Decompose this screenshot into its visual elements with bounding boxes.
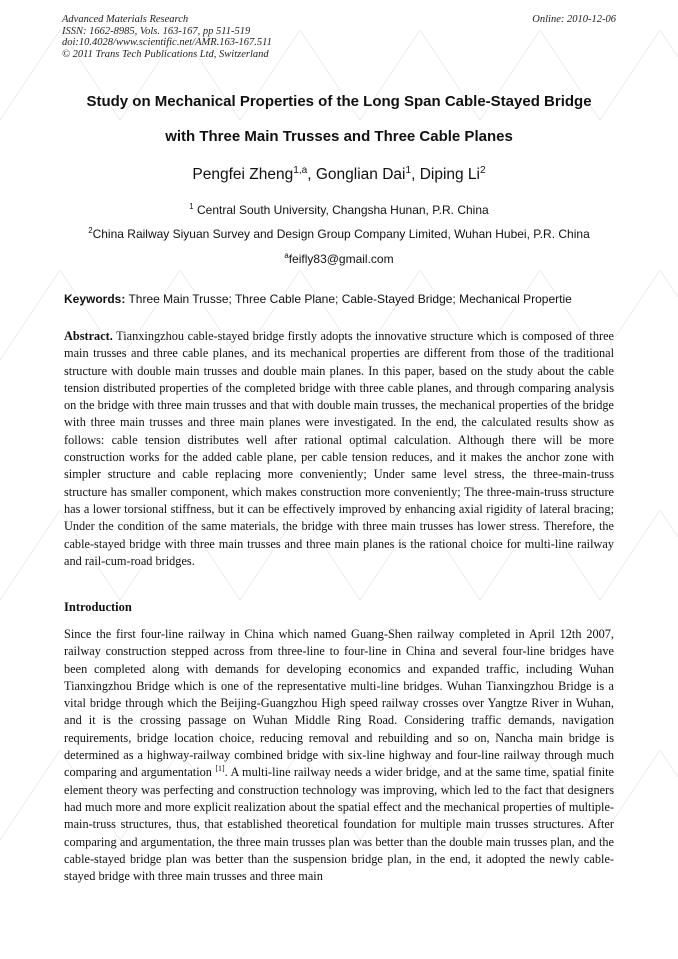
paper-title-line-1: Study on Mechanical Properties of the Long Span Cable-Stayed Bridge (86, 93, 592, 110)
author-separator: , (307, 166, 316, 183)
issn-line: ISSN: 1662-8985, Vols. 163-167, pp 511-519 (62, 25, 251, 37)
email-text: feifly83@gmail.com (288, 252, 394, 266)
section-heading-introduction: Introduction (64, 600, 132, 614)
author-name: Diping Li (419, 166, 480, 183)
paper-title-line-2: with Three Main Trusses and Three Cable Planes (165, 128, 513, 145)
abstract-label: Abstract. (64, 329, 113, 343)
affiliation-2 (0, 227, 678, 241)
affiliation-1 (0, 203, 678, 217)
keywords-text: Three Main Trusse; Three Cable Plane; Cable-Stayed Bridge; Mechanical Propertie (125, 292, 572, 306)
introduction-body (64, 626, 614, 885)
introduction-text: Since the first four-line railway in China which named Guang-Shen railway completed in April 12th 2007, railway construction stepped across from three-line to four-line in China and several four-line bridges have been completed along with demands for developing economics and expanded traffic, including Wuhan Tianxingzhou Bridge which is one of the representative multi-line bridges. Wuhan Tianxingzhou Bridge is a vital bridge through which the Beijing-Guangzhou High speed railway crosses over Yangtze River in Wuhan, and it is the crossing passage on Wuhan Middle Ring Road. Considering traffic demands, navigation requirements, bridge location choice, reducing removal and rebuilding and so on, Nancha main bridge is determined as a highway-railway combined bridge with six-line highway and four-line railway through much comparing and argumentation (64, 627, 614, 780)
journal-header (62, 14, 616, 60)
copyright-line: © 2011 Trans Tech Publications Ltd, Switzerland (62, 48, 269, 60)
online-date: Online: 2010-12-06 (532, 14, 616, 25)
journal-name: Advanced Materials Research (62, 14, 189, 25)
keywords-label: Keywords: (64, 292, 126, 306)
introduction-text-continued: . A multi-line railway needs a wider bridge, and at the same time, spatial finite element theory was perfecting and construction technology was improving, which led to the fact that designers had much more and more explicit realization about the spatial effect and the mechanical properties of multiple-main-truss structures, thus, that established theoretical foundation for multiple main trusses structures. After comparing and argumentation, the three main trusses plan was better than the double main trusses plan, and the cable-stayed bridge plan was better than the suspension bridge plan, in the end, it adopted the newly cable-stayed bridge with three main trusses and three main (64, 765, 614, 884)
doi-line: doi:10.4028/www.scientific.net/AMR.163-167.511 (62, 37, 272, 48)
affiliation-text: China Railway Siyuan Survey and Design Group Company Limited, Wuhan Hubei, P.R. China (92, 227, 590, 241)
affiliation-mark: a (284, 251, 289, 260)
author-separator: , (411, 166, 420, 183)
author-affiliation-mark: 1,a (293, 164, 308, 176)
author-affiliation-mark: 1 (405, 164, 412, 176)
citation-reference[interactable]: [1] (215, 764, 225, 774)
affiliation-mark: 2 (88, 226, 93, 235)
affiliation-mark: 1 (189, 202, 194, 211)
keywords (64, 292, 614, 306)
author-affiliation-mark: 2 (480, 164, 486, 176)
author-list (0, 166, 678, 184)
affiliation-text: Central South University, Changsha Hunan, P.R. China (193, 203, 489, 217)
author-name: Gonglian Dai (315, 166, 406, 183)
author-email (0, 252, 678, 266)
abstract (64, 328, 614, 570)
author-name: Pengfei Zheng (192, 166, 294, 183)
abstract-text: Tianxingzhou cable-stayed bridge firstly adopts the innovative structure which is composed of three main trusses and three cable planes, and its mechanical properties are different from those of the traditional structure with double main trusses and double main planes. In this paper, based on the study about the cable tension distributed properties of the completed bridge with three cable planes, and through comparing analysis on the bridge with three main trusses and that with double main trusses, the mechanical properties of the bridge with three main trusses and three main planes were investigated. In the end, the calculated results show as follows: cable tension distributes well after rational optimal calculation. Although there will be more construction works for the added cable plane, per cable tension reduces, and it makes the anchor zone with simpler structure and cable replacing more conveniently; Under same level stress, the three-main-truss structure has smaller component, which makes construction more conveniently; The three-main-truss structure has a lower torsional stiffness, but it can be effectively improved by enhancing axial rigidity of lateral bracing; Under the condition of the same materials, the bridge with three main trusses has lower stress. Therefore, the cable-stayed bridge with three main trusses and three main planes is the rational choice for multi-line railway and rail-cum-road bridges. (64, 329, 614, 568)
